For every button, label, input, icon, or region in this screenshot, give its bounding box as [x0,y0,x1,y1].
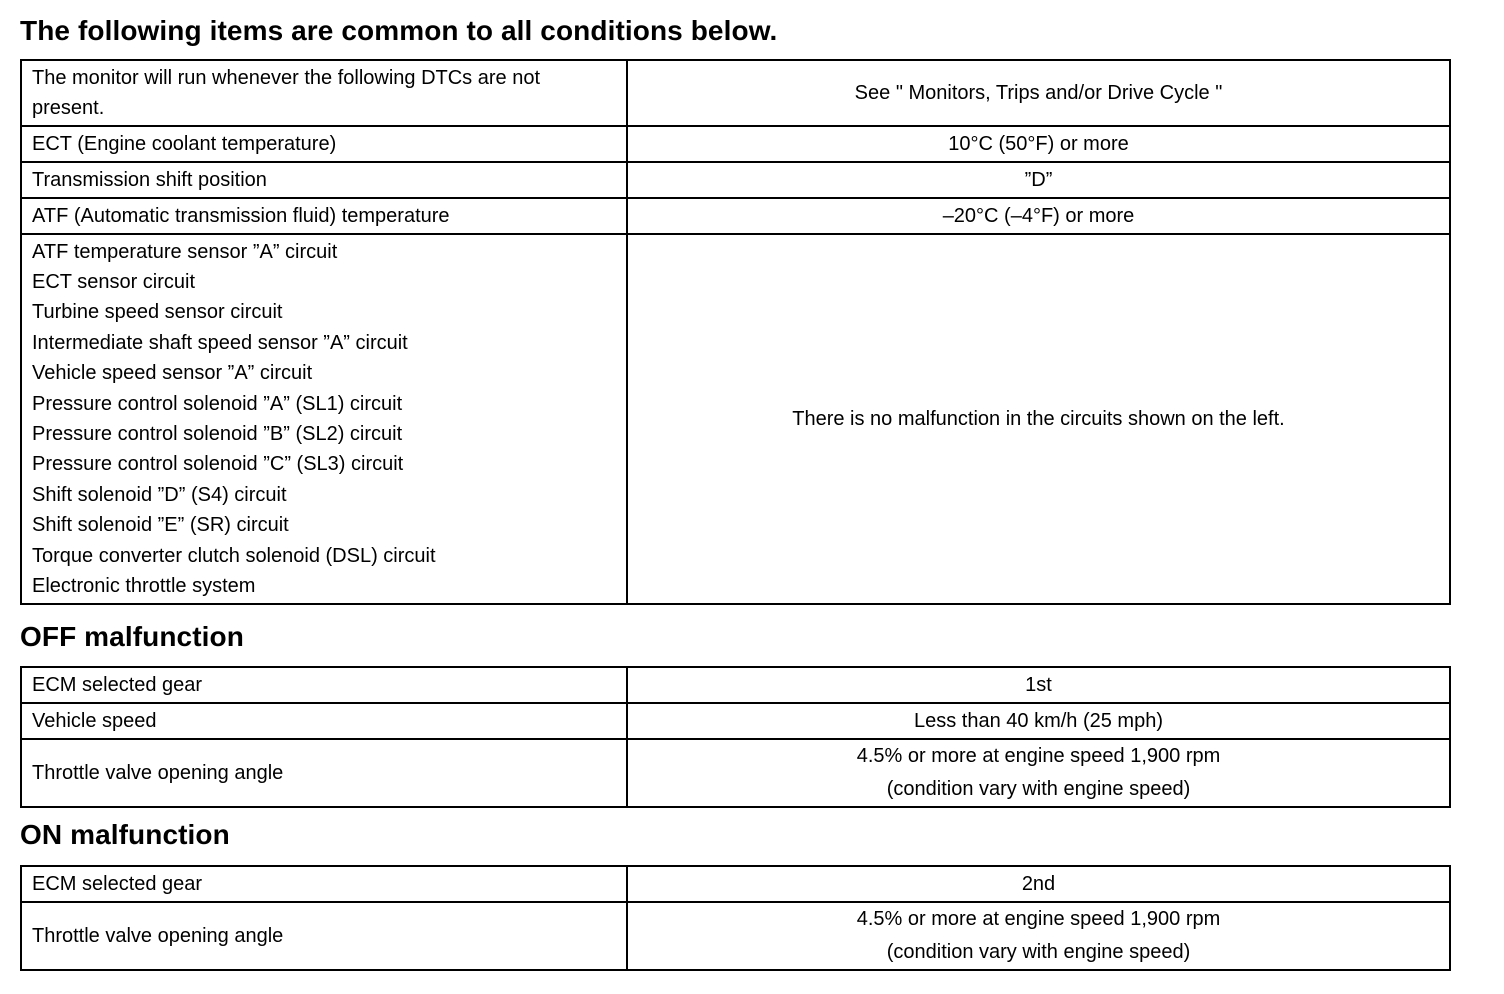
list-item: ATF temperature sensor ”A” circuit [32,240,338,263]
shift-position-label: Transmission shift position [21,162,627,198]
monitor-condition-value: See " Monitors, Trips and/or Drive Cycle " [627,60,1450,126]
on-throttle-value [627,902,1450,970]
ect-label: ECT (Engine coolant temperature) [21,126,627,162]
list-item: Torque converter clutch solenoid (DSL) circuit [32,544,436,567]
off-speed-label: Vehicle speed [21,703,627,739]
table-row [21,703,1450,739]
on-gear-value: 2nd [627,866,1450,902]
table-row [21,126,1450,162]
table-row [21,234,1450,604]
on-throttle-value-line1: 4.5% or more at engine speed 1,900 rpm [856,908,1221,930]
circuit-list [32,237,616,602]
list-item: Intermediate shaft speed sensor ”A” circuit [32,331,408,354]
off-throttle-value [627,739,1450,807]
table-row [21,667,1450,703]
off-malfunction-table [20,666,1451,808]
common-conditions-title: The following items are common to all conditions below. [20,15,778,46]
list-item: Vehicle speed sensor ”A” circuit [32,362,313,385]
ect-value: 10°C (50°F) or more [627,126,1450,162]
list-item: ECT sensor circuit [32,270,196,293]
on-malfunction-table [20,865,1451,971]
table-row [21,198,1450,234]
on-throttle-label: Throttle valve opening angle [21,902,627,970]
shift-position-value: ”D” [627,162,1450,198]
table-row [21,866,1450,902]
off-gear-value: 1st [627,667,1450,703]
circuits-cell [21,234,627,604]
table-row [21,739,1450,807]
atf-temperature-value: –20°C (–4°F) or more [627,198,1450,234]
list-item: Pressure control solenoid ”C” (SL3) circuit [32,453,404,476]
table-row [21,60,1450,126]
table-row [21,162,1450,198]
list-item: Electronic throttle system [32,575,256,598]
list-item: Pressure control solenoid ”B” (SL2) circuit [32,423,403,445]
off-throttle-value-line1: 4.5% or more at engine speed 1,900 rpm [856,745,1221,767]
circuits-value: There is no malfunction in the circuits shown on the left. [627,234,1450,604]
off-speed-value: Less than 40 km/h (25 mph) [627,703,1450,739]
off-malfunction-title: OFF malfunction [20,621,244,652]
on-throttle-value-line2: (condition vary with engine speed) [886,941,1191,963]
common-conditions-table [20,59,1451,605]
monitor-condition-label: The monitor will run whenever the following DTCs are not present. [21,60,627,126]
list-item: Pressure control solenoid ”A” (SL1) circuit [32,392,403,415]
list-item: Shift solenoid ”D” (S4) circuit [32,483,287,506]
on-malfunction-title: ON malfunction [20,819,230,850]
list-item: Shift solenoid ”E” (SR) circuit [32,514,289,537]
off-throttle-label: Throttle valve opening angle [21,739,627,807]
table-row [21,902,1450,970]
list-item: Turbine speed sensor circuit [32,301,283,324]
off-throttle-value-line2: (condition vary with engine speed) [886,778,1191,800]
off-gear-label: ECM selected gear [21,667,627,703]
on-gear-label: ECM selected gear [21,866,627,902]
atf-temperature-label: ATF (Automatic transmission fluid) temperature [21,198,627,234]
